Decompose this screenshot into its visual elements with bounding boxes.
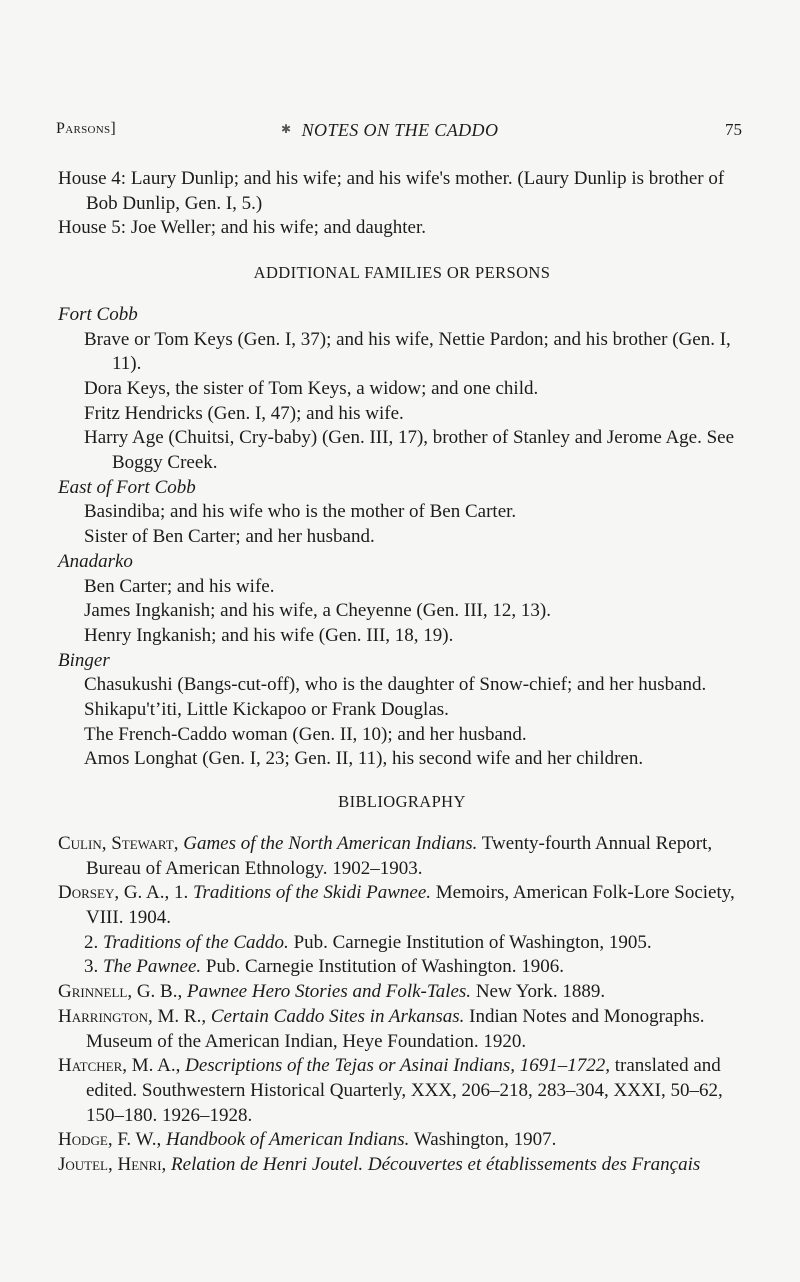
person-entry: Henry Ingkanish; and his wife (Gen. III, 18, 19). bbox=[84, 624, 454, 646]
bibliography-heading: BIBLIOGRAPHY bbox=[338, 792, 466, 812]
person-entry: Sister of Ben Carter; and her husband. bbox=[84, 526, 375, 548]
location-heading: Binger bbox=[58, 649, 110, 671]
section-heading: ADDITIONAL FAMILIES OR PERSONS bbox=[253, 263, 551, 283]
asterisk-icon: ✱ bbox=[281, 122, 292, 136]
house-entry: House 5: Joe Weller; and his wife; and daughter. bbox=[58, 217, 427, 239]
page-body bbox=[58, 167, 746, 1178]
person-entry: Brave or Tom Keys (Gen. I, 37); and his wife, Nettie Pardon; and his brother (Gen. I, 11). bbox=[84, 328, 731, 375]
location-heading: Anadarko bbox=[58, 550, 133, 572]
bibliography-entry: Culin, Stewart, Games of the North American Indians. Twenty-fourth Annual Report, Bureau of American Ethnology. 1902–1903. bbox=[58, 832, 713, 879]
house-entry: House 4: Laury Dunlip; and his wife; and his wife's mother. (Laury Dunlip is brother of Bob Dunlip, Gen. I, 5.) bbox=[58, 168, 725, 214]
person-entry: Ben Carter; and his wife. bbox=[84, 575, 275, 597]
header-author: Parsons] bbox=[56, 120, 117, 137]
page-number: 75 bbox=[725, 120, 742, 139]
bibliography-entry: Joutel, Henri, Relation de Henri Joutel. Découvertes et établissements des Français bbox=[58, 1154, 701, 1176]
bibliography-entry: Hodge, F. W., Handbook of American Indians. Washington, 1907. bbox=[58, 1129, 557, 1151]
bibliography-entry: Grinnell, G. B., Pawnee Hero Stories and Folk-Tales. New York. 1889. bbox=[58, 981, 606, 1003]
person-entry: James Ingkanish; and his wife, a Cheyenne (Gen. III, 12, 13). bbox=[84, 600, 551, 622]
bibliography-entry: Harrington, M. R., Certain Caddo Sites in Arkansas. Indian Notes and Monographs. Museum of the American Indian, Heye Foundation. 1920. bbox=[58, 1005, 705, 1052]
location-heading: Fort Cobb bbox=[58, 303, 138, 325]
location-heading: East of Fort Cobb bbox=[58, 476, 196, 498]
person-entry: Dora Keys, the sister of Tom Keys, a widow; and one child. bbox=[84, 377, 539, 399]
person-entry: The French-Caddo woman (Gen. II, 10); and her husband. bbox=[84, 723, 527, 745]
running-header bbox=[56, 120, 744, 142]
person-entry: Chasukushi (Bangs-cut-off), who is the daughter of Snow-chief; and her husband. bbox=[84, 674, 707, 696]
bibliography-entry: 2. Traditions of the Caddo. Pub. Carnegie Institution of Washington, 1905. bbox=[84, 931, 652, 953]
person-entry: Shikapu'tʼiti, Little Kickapoo or Frank Douglas. bbox=[84, 699, 449, 721]
header-title: NOTES ON THE CADDO bbox=[301, 120, 499, 140]
bibliography-entry: Hatcher, M. A., Descriptions of the Tejas or Asinai Indians, 1691–1722, translated and edited. Southwestern Historical Quarterly, XXX, 206–218, 283–304, XXXI, 50–62, 150–180. 1926–1928. bbox=[58, 1055, 723, 1126]
person-entry: Basindiba; and his wife who is the mother of Ben Carter. bbox=[84, 501, 517, 523]
bibliography-entry: Dorsey, G. A., 1. Traditions of the Skidi Pawnee. Memoirs, American Folk-Lore Society, VIII. 1904. bbox=[58, 882, 735, 928]
person-entry: Harry Age (Chuitsi, Cry-baby) (Gen. III, 17), brother of Stanley and Jerome Age. See Boggy Creek. bbox=[84, 427, 735, 474]
bibliography-entry: 3. The Pawnee. Pub. Carnegie Institution of Washington. 1906. bbox=[84, 956, 564, 978]
person-entry: Fritz Hendricks (Gen. I, 47); and his wife. bbox=[84, 402, 404, 424]
person-entry: Amos Longhat (Gen. I, 23; Gen. II, 11), his second wife and her children. bbox=[84, 748, 644, 770]
